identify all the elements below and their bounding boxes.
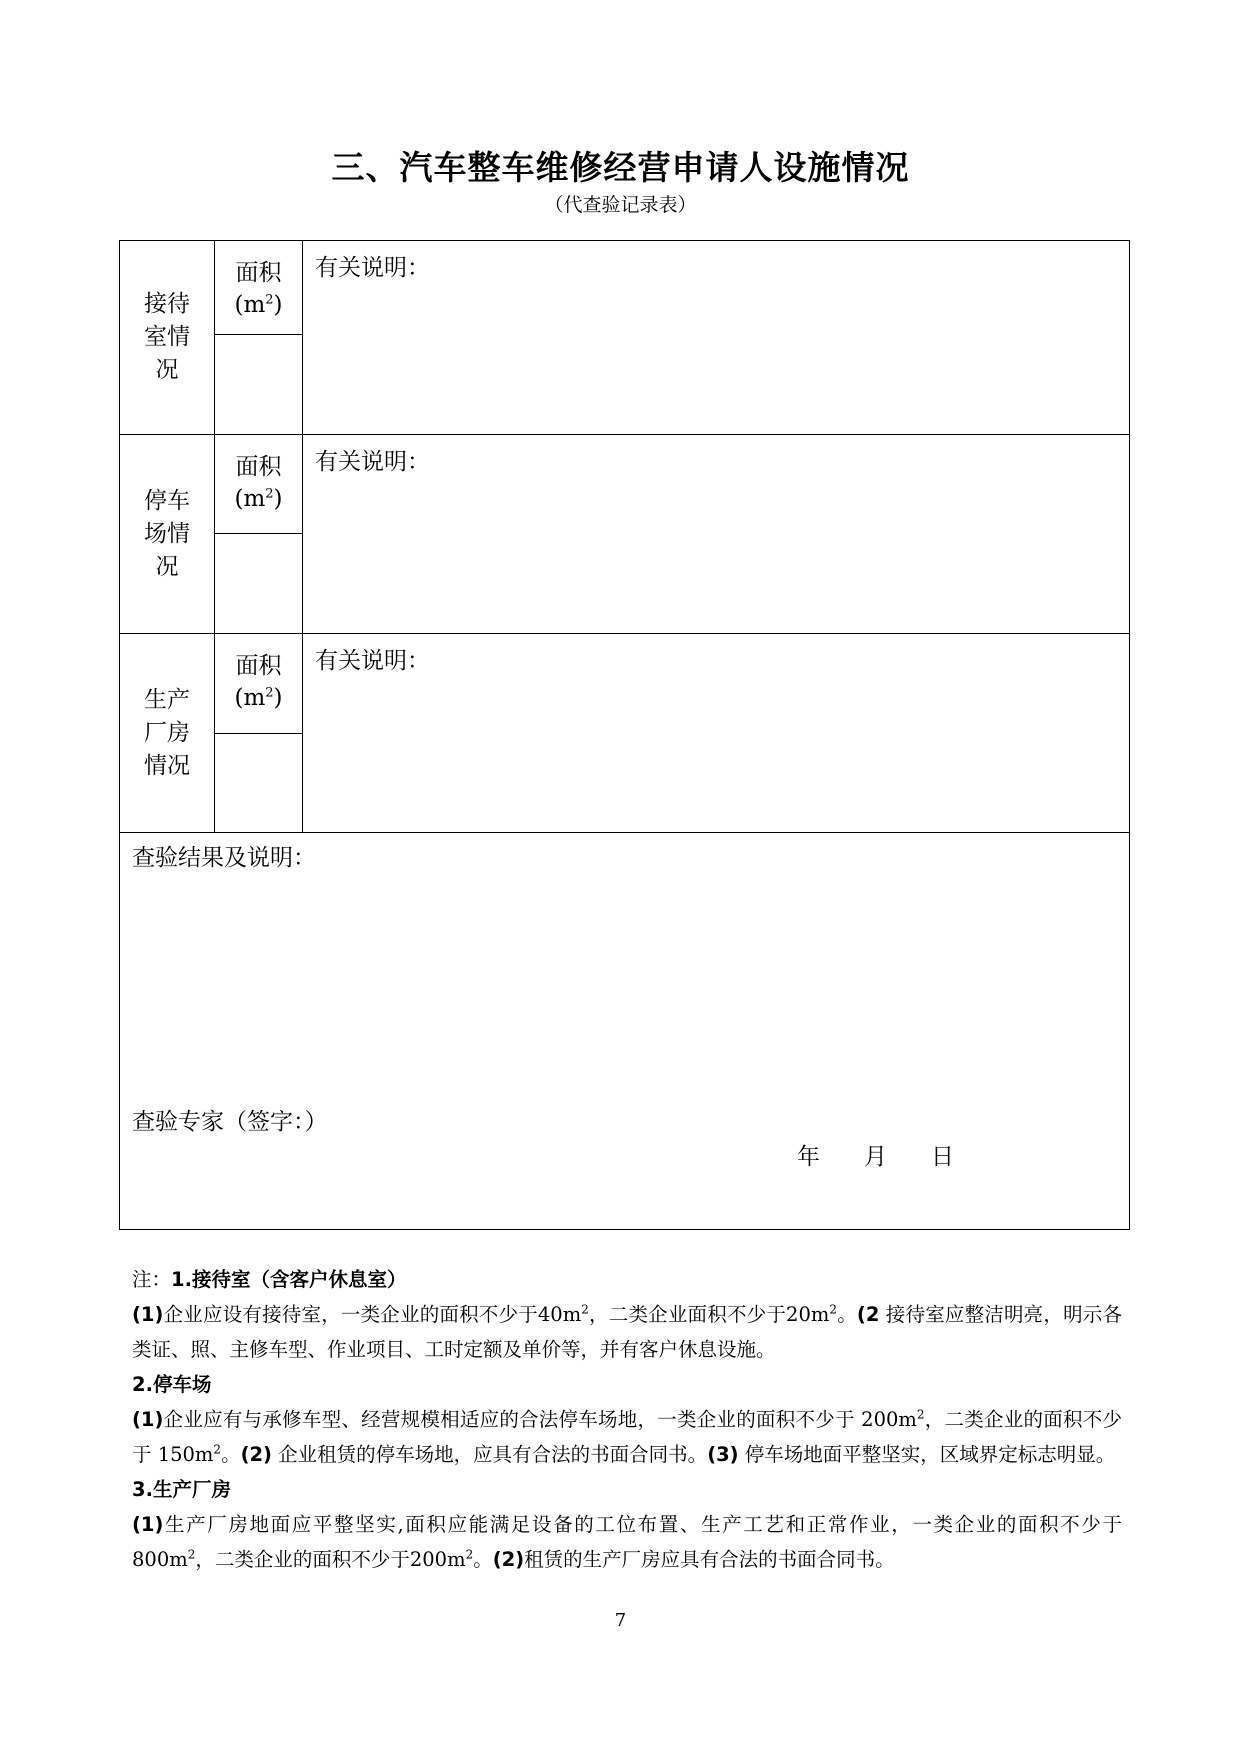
date-month: 月 — [864, 1144, 887, 1170]
parking-description-cell[interactable] — [303, 435, 1130, 634]
result-label: 查验结果及说明： — [132, 845, 316, 871]
note-heading-1: 注：1.接待室（含客户休息室） — [132, 1268, 407, 1291]
area-unit: $(m^2)$ — [234, 685, 283, 711]
area-label-cell — [215, 435, 303, 534]
category-line: 情况 — [144, 752, 190, 779]
date-year: 年 — [797, 1144, 820, 1170]
reception-row-top — [120, 241, 1130, 335]
workshop-description-cell[interactable] — [303, 634, 1130, 833]
workshop-row-top — [120, 634, 1130, 734]
date-day: 日 — [931, 1144, 954, 1170]
description-label: 有关说明： — [315, 449, 430, 475]
inspection-result-cell[interactable] — [120, 833, 1130, 1230]
page-number: 7 — [614, 1610, 627, 1631]
category-line: 接待 — [144, 291, 190, 317]
workshop-area-value[interactable] — [215, 734, 303, 833]
note-heading-3: 3.生产厂房 — [132, 1478, 231, 1501]
area-label-cell — [215, 634, 303, 734]
area-unit: $(m^2)$ — [234, 486, 283, 512]
area-label: 面积 — [235, 653, 282, 679]
note-paragraph-1: (1)企业应设有接待室，一类企业的面积不少于$40m^2$，二类企业面积不少于$20m^2$。(2 接待室应整洁明亮，明示各类证、照、主修车型、作业项目、工时定额及单价等，并有客户休息设施。 — [132, 1302, 1122, 1361]
area-unit: $(m^2)$ — [234, 292, 283, 318]
reception-description-cell[interactable] — [303, 241, 1130, 435]
parking-row-top — [120, 435, 1130, 534]
workshop-category — [120, 634, 215, 833]
area-label: 面积 — [235, 454, 282, 480]
category-line: 室情 — [144, 324, 190, 350]
note-heading-2: 2.停车场 — [132, 1373, 212, 1396]
area-label: 面积 — [235, 260, 282, 286]
category-line: 场情 — [144, 520, 190, 547]
result-row — [120, 833, 1130, 1230]
notes-section — [132, 1262, 1122, 1577]
category-line: 厂房 — [144, 719, 190, 746]
parking-category — [120, 435, 215, 634]
reception-area-value[interactable] — [215, 335, 303, 435]
note-paragraph-2: (1)企业应有与承修车型、经营规模相适应的合法停车场地，一类企业的面积不少于 $200m^2$，二类企业的面积不少于 $150m^2$。(2) 企业租赁的停车场地，应具有合法的书面合同书。(3) 停车场地面平整坚实，区域界定标志明显。 — [132, 1407, 1122, 1466]
reception-category — [120, 241, 215, 435]
area-label-cell — [215, 241, 303, 335]
category-line: 停车 — [144, 487, 190, 514]
category-line: 况 — [155, 553, 179, 580]
category-line: 生产 — [144, 686, 190, 713]
category-line: 况 — [155, 357, 179, 383]
description-label: 有关说明： — [315, 255, 430, 281]
signature-date — [797, 1138, 998, 1171]
facility-table — [119, 240, 1130, 1230]
page-subtitle: （代查验记录表） — [544, 194, 697, 216]
page-title: 三、汽车整车维修经营申请人设施情况 — [331, 148, 910, 187]
expert-signature-label: 查验专家（签字：） — [132, 1109, 328, 1135]
note-paragraph-3: (1)生产厂房地面应平整坚实,面积应能满足设备的工位布置、生产工艺和正常作业，一类企业的面积不少于$800m^2$，二类企业的面积不少于$200m^2$。(2)租赁的生产厂房应具有合法的书面合同书。 — [132, 1513, 1122, 1571]
description-label: 有关说明： — [315, 648, 430, 674]
parking-area-value[interactable] — [215, 534, 303, 634]
